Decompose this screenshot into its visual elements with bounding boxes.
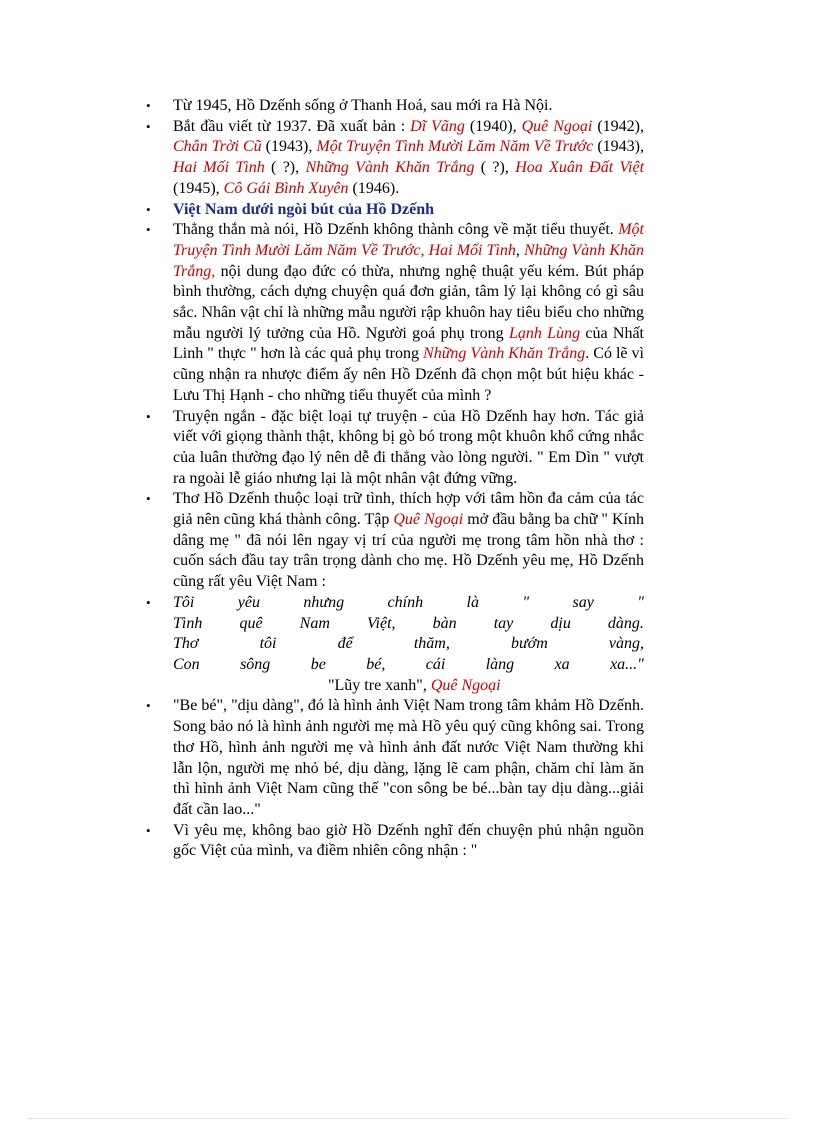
list-item [146, 821, 644, 862]
text-run: . Có lẽ vì cũng nhận ra nhược điểm ấy nên Hồ Dzếnh đã chọn một bút hiệu khác - Lưu Thị Hạnh - cho những tiểu thuyết của mình ? [173, 345, 645, 404]
paragraph-poetry [173, 489, 644, 593]
book-title: Cô Gái Bình Xuyên [223, 179, 349, 197]
text-run: Bắt đầu viết từ 1937. Đã xuất bản : [173, 117, 411, 135]
text-run: ( ?), [474, 159, 516, 177]
book-title: Một Truyện Tình Mười Lăm Năm Về Trước [316, 138, 594, 156]
poem-line [173, 634, 644, 655]
text-run: mở đầu bằng ba chữ " Kính dâng mẹ " đã nói lên ngay vị trí của người mẹ trong tâm hồn nhà thơ : cuốn sách đầu tay trân trọng dành cho mẹ. Hồ Dzếnh yêu mẹ, Hồ Dzếnh cũng rất yêu Việt Nam : [173, 511, 645, 591]
list-item [146, 407, 644, 490]
book-title: Quê Ngoại [430, 676, 501, 694]
poem-word: bàn [432, 614, 457, 632]
poem-word: chính [387, 593, 424, 611]
poem-word: dàng. [607, 614, 644, 632]
poem-word: tôi [259, 635, 277, 653]
text-run: (1946). [348, 179, 400, 197]
text-run: (1940), [464, 117, 522, 135]
book-title: Một Truyện Tình Mười Lăm Năm Về Trước, Hai Mối Tình [173, 221, 644, 259]
poem-word: dịu [550, 614, 571, 632]
text-run: của Nhất Linh " thực " hơn là các quả phụ trong [173, 324, 644, 363]
poem-line [173, 614, 644, 635]
poem-word: " [637, 593, 644, 611]
poem-word: sông [240, 655, 271, 673]
bullet-icon: • [146, 594, 151, 610]
book-title: Quê Ngoại [393, 511, 464, 529]
list-item-poem [146, 593, 644, 697]
poem-word: cái [425, 655, 446, 673]
poem-word: Việt, [366, 614, 396, 632]
paragraph-short-stories: Truyện ngắn - đặc biệt loại tự truyện - của Hồ Dzếnh hay hơn. Tác giả viết với giọng thành thật, không bị gò bó trong một khuôn khổ cứng nhắc của luân thường đạo lý nên dễ đi thẳng vào lòng người. " Em Dìn " vượt ra ngoài lễ giáo nhưng lại là một nhân vật đứng vững. [173, 407, 644, 487]
text-run: (1943), [593, 138, 645, 156]
text-run: nội dung đạo đức có thừa, nhưng nghệ thuật yếu kém. Bút pháp bình thường, cách dựng chuyện quá đơn giản, tâm lý lại không có gì sâu sắc. Nhân vật chỉ là những mẫu người rập khuôn hay tiêu biểu cho những mẫu người lý tưởng của Hồ. Người goá phụ trong [173, 262, 644, 342]
list-item [146, 489, 644, 593]
book-title: Những Vành Khăn Trắng, [173, 241, 645, 280]
poem-word: bé, [366, 655, 386, 673]
paragraph-novels [173, 220, 644, 406]
bullet-icon: • [146, 98, 151, 113]
text-run: ( ?), [264, 159, 306, 177]
text-run: (1943), [261, 138, 317, 156]
poem-word: xa..." [610, 655, 644, 673]
book-title: Những Vành Khăn Trắng [423, 345, 586, 363]
list-item [146, 117, 644, 200]
list-item [146, 96, 644, 117]
bullet-icon: • [146, 201, 151, 217]
poem-word: Tôi [173, 593, 195, 611]
poem-word: " [522, 593, 530, 611]
bullet-icon: • [146, 822, 151, 838]
poem-word: nhưng [303, 593, 345, 611]
citation-text: "Lũy tre xanh", [328, 676, 431, 694]
paragraph-publications [173, 117, 644, 200]
text-run: , [515, 241, 524, 259]
poem-word: tay [493, 614, 514, 632]
list-item [146, 220, 644, 406]
book-title: Hoa Xuân Đất Việt [515, 159, 645, 177]
page-bottom-divider [28, 1118, 788, 1120]
paragraph-text: Từ 1945, Hồ Dzếnh sống ở Thanh Hoá, sau mới ra Hà Nội. [173, 97, 553, 114]
poem-word: Tình [173, 614, 203, 632]
book-title: Dĩ Vãng [410, 117, 465, 135]
poem-block [173, 593, 644, 697]
paragraph-origin: Vì yêu mẹ, không bao giờ Hồ Dzếnh nghĩ đến chuyện phủ nhận nguồn gốc Việt của mình, va điềm nhiên công nhận : " [173, 821, 644, 860]
poem-word: say [572, 593, 594, 611]
text-run: (1945), [173, 179, 224, 197]
bullet-icon: • [146, 408, 151, 424]
book-title: Những Vành Khăn Trắng [305, 159, 475, 177]
poem-word: vàng, [608, 635, 644, 653]
book-title: Lạnh Lùng [508, 324, 581, 342]
poem-word: là [466, 593, 479, 611]
list-item [146, 200, 644, 221]
book-title: Quê Ngoại [521, 117, 593, 135]
list-item [146, 696, 644, 820]
poem-word: quê [239, 614, 263, 632]
poem-word: Thơ [173, 635, 199, 653]
poem-word: Nam [299, 614, 330, 632]
poem-line [173, 593, 644, 614]
poem-word: Con [173, 655, 200, 673]
poem-word: bướm [510, 635, 548, 653]
poem-word: làng [485, 655, 515, 673]
bullet-icon: • [146, 222, 151, 238]
poem-word: để [337, 635, 353, 653]
text-run: Thẳng thắn mà nói, Hồ Dzếnh không thành công về mặt tiểu thuyết. [173, 221, 619, 239]
document-body [146, 96, 644, 862]
bullet-icon: • [146, 698, 151, 714]
book-title: Chân Trời Cũ [173, 138, 262, 156]
poem-word: thăm, [413, 635, 450, 653]
bullet-icon: • [146, 118, 151, 134]
book-title: Hai Mối Tình [173, 159, 265, 177]
poem-word: yêu [237, 593, 260, 611]
text-run: (1942), [592, 117, 645, 135]
section-heading: Việt Nam dưới ngòi bút của Hồ Dzếnh [173, 200, 434, 218]
poem-citation [173, 676, 644, 697]
poem-word: be [310, 655, 326, 673]
paragraph-imagery: "Be bé", "dịu dàng", đó là hình ảnh Việt Nam trong tâm khảm Hồ Dzếnh. Song bảo nó là hình ảnh người mẹ mà Hồ yêu quý cũng không sai. Trong thơ Hồ, hình ảnh người mẹ và hình ảnh đất nước Việt Nam thường khi lẫn lộn, người mẹ nhỏ bé, dịu dàng, lặng lẽ cam phận, chăm chỉ làm ăn thì hình ảnh Việt Nam cũng thế "con sông be bé...bàn tay dịu dàng...giải đất cần lao..." [173, 697, 644, 818]
poem-line [173, 655, 644, 676]
text-run: Thơ Hồ Dzếnh thuộc loại trữ tình, thích hợp với tâm hồn đa cảm của tác giả nên cũng khá thành công. Tập [173, 490, 644, 529]
poem-word: xa [554, 655, 570, 673]
bullet-icon: • [146, 491, 151, 507]
